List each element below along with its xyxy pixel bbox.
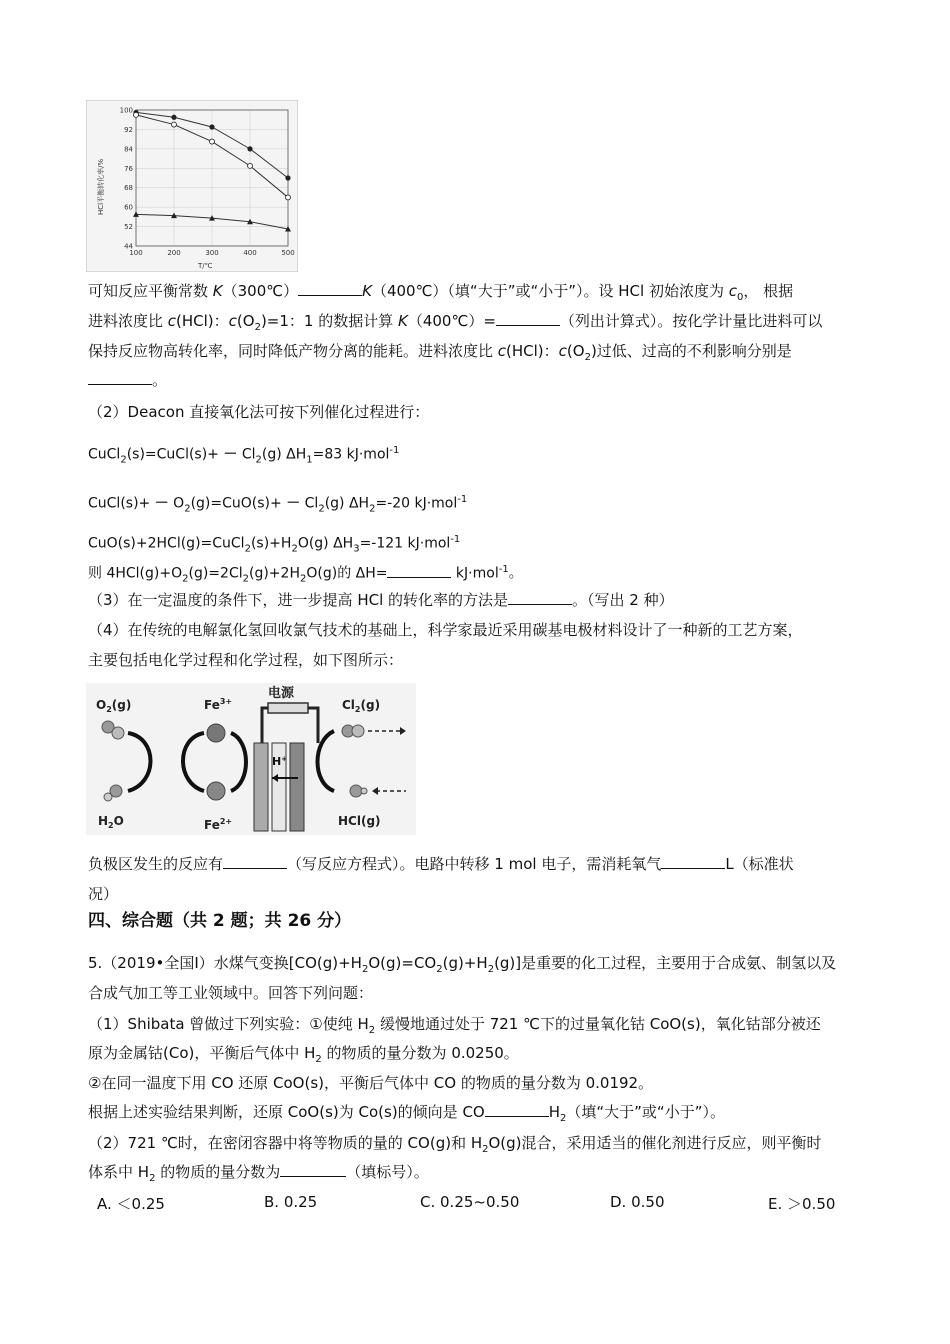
hcl-conversion-chart [86,100,298,272]
option-e[interactable]: E. ＞0.50 [768,1195,836,1213]
electrode-left [254,743,268,831]
answer-blank[interactable] [496,311,560,326]
q4-line3: 负极区发生的反应有 （写反应方程式）。电路中转移 1 mol 电子，需消耗氧气 L（标准状 [88,855,794,873]
fe3-ion [207,724,225,742]
chart-ylabel: HCl平衡转化率/% [97,158,105,215]
q3-text: （3）在一定温度的条件下，进一步提高 HCl 的转化率的方法是 。（写出 2 种） [88,591,674,609]
chart-xtick-label: 100 [129,249,143,257]
answer-blank[interactable] [298,281,362,296]
chart-point [286,195,291,200]
chart-xtick-label: 300 [205,249,219,257]
h2o-label: $H_2O$ [98,814,124,830]
q2-intro: （2）Deacon 直接氧化法可按下列催化过程进行： [88,403,430,421]
chart-point [248,163,253,168]
chart-xtick-label: 200 [167,249,181,257]
q4-line2: 主要包括电化学过程和化学过程，如下图所示： [88,651,404,669]
q4-line1: （4）在传统的电解氯化氢回收氯气技术的基础上，科学家最近采用碳基电极材料设计了一种新的工艺方案， [88,621,803,639]
q1-line4: 。 [88,370,167,390]
option-d[interactable]: D. 0.50 [610,1193,665,1211]
chart-ytick-label: 44 [124,242,133,251]
q2-total: 则 $4HCl(g)+O_2(g)=2Cl_2(g)+2H_2O(g)$的 ΔH= kJ·mol$^{-1}$。 [88,564,523,585]
q5-line2: 合成气加工等工业领域中。回答下列问题： [88,984,374,1002]
chart-xtick-label: 500 [281,249,295,257]
answer-blank[interactable] [280,1162,346,1177]
q2-eq2: CuCl(s)+ － $O_2(g)=CuO(s)+ - Cl_2(g)$ $\Delta H_2=-20$ kJ·mol$^{-1}$ [88,494,468,515]
o2-label: $O_2(g)$ [96,698,132,714]
q2-eq3: $CuO(s)+2HCl(g)=CuCl_2(s)+H_2O(g)$ $\Delta H_3=-121$ kJ·mol$^{-1}$ [88,534,461,555]
chart-point [171,115,176,120]
q4-line4: 况） [88,885,119,903]
power-source [268,703,308,713]
electrode-right [290,743,304,831]
q5-line6: 根据上述实验结果判断，还原 CoO(s)为 Co(s)的倾向是 CO $H_2$（填“大于”或“小于”）。 [88,1103,725,1124]
fe2-ion [207,782,225,800]
chart-point [134,112,139,117]
hcl-label: HCl(g) [338,814,381,828]
chart-point [285,175,290,180]
answer-blank[interactable] [223,854,287,869]
q1-line1: 可知反应平衡常数 K（300℃） K（400℃）（填“大于”或“小于”）。设 HCl 初始浓度为 $c_0$， 根据 [88,282,794,303]
q5-line3: （1）Shibata 曾做过下列实验：①使纯 $H_2$ 缓慢地通过处于 721 ℃下的过量氧化钴 CoO(s)，氧化钴部分被还 [88,1015,821,1036]
chart-xtick-label: 400 [243,249,257,257]
chart-point [172,122,177,127]
chart-point [209,124,214,129]
answer-blank[interactable] [661,854,725,869]
option-b[interactable]: B. 0.25 [264,1193,318,1211]
chart-point [210,139,215,144]
q5-line5: ②在同一温度下用 CO 还原 CoO(s)，平衡后气体中 CO 的物质的量分数为 0.0192。 [88,1074,654,1092]
hcl-molecule [350,785,362,797]
chart-ytick-label: 68 [124,184,133,193]
chart-ytick-label: 76 [124,164,133,173]
q1-line3: 保持反应物高转化率，同时降低产物分离的能耗。进料浓度比 c(HCl)：$c(O_2)$过低、过高的不利影响分别是 [88,342,792,363]
answer-blank[interactable] [387,563,451,578]
q2-eq1: CuCl$_2$(s)=CuCl(s)+ － $Cl_2(g)$ $\Delta H_1=83$ kJ·mol$^{-1}$ [88,445,400,466]
chart-ytick-label: 60 [124,203,133,212]
q1-line2: 进料浓度比 c(HCl)：$c(O_2)=1$：1 的数据计算 K（400℃）= （列出计算式）。按化学计量比进料可以 [88,312,823,333]
q5-line1: 5.（2019•全国Ⅰ）水煤气变换$[CO(g)+H_2O(g)=CO_2(g)+H_2(g)]$是重要的化工过程，主要用于合成氨、制氢以及 [88,954,837,975]
option-a[interactable]: A. ＜0.25 [97,1195,165,1213]
power-label: 电源 [268,686,295,701]
chart-ytick-label: 92 [124,125,133,134]
cl2-label: $Cl_2(g)$ [342,698,381,714]
q5-line4: 原为金属钴(Co)，平衡后气体中 $H_2$ 的物质的量分数为 0.0250。 [88,1044,519,1065]
fe3-label: $Fe^{3+}$ [204,697,233,712]
chart-point [247,146,252,151]
answer-blank[interactable] [485,1102,549,1117]
chart-ytick-label: 52 [124,223,133,232]
q5-line7: （2）721 ℃时，在密闭容器中将等物质的量的 CO(g)和 $H_2O(g)$混合，采用适当的催化剂进行反应，则平衡时 [88,1134,822,1155]
chart-xlabel: T/℃ [198,262,213,270]
section-heading: 四、综合题（共 2 题；共 26 分） [88,911,352,931]
answer-blank[interactable] [88,370,152,385]
q5-line8: 体系中 $H_2$ 的物质的量分数为 （填标号）。 [88,1163,429,1184]
option-c[interactable]: C. 0.25~0.50 [420,1193,520,1211]
chart-ytick-label: 84 [124,145,133,154]
hplus-label: H+ [272,755,288,768]
electrolysis-diagram [86,683,416,835]
answer-blank[interactable] [508,590,572,605]
fe2-label: $Fe^{2+}$ [204,817,233,832]
chart-ytick-label: 100 [119,106,133,115]
